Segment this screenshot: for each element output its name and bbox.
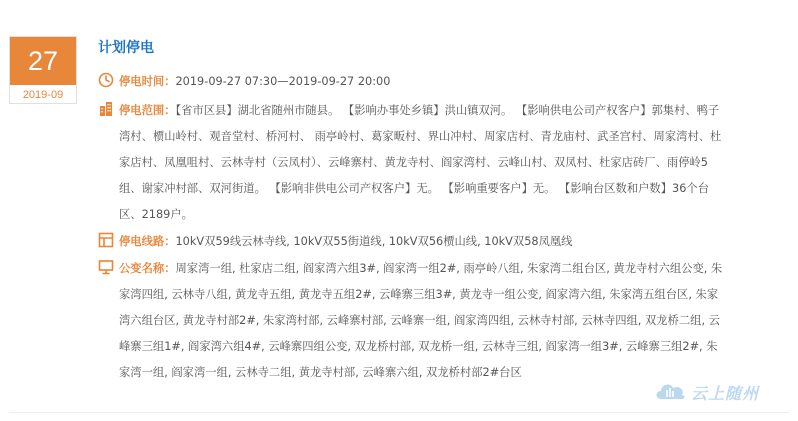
outage-range-label: 停电范围： — [119, 104, 176, 117]
watermark — [653, 375, 773, 405]
outage-lines-row — [98, 229, 726, 255]
divider — [9, 412, 789, 413]
notice-title[interactable]: 计划停电 — [98, 40, 154, 56]
watermark-text: 云上随州 — [691, 384, 760, 403]
outage-range-row — [98, 98, 726, 228]
transformers-label: 公变名称： — [119, 262, 176, 275]
date-day: 27 — [10, 37, 76, 85]
grid-line-icon — [98, 232, 114, 248]
monitor-icon — [98, 259, 114, 275]
clock-icon — [98, 72, 114, 88]
transformers-row — [98, 256, 726, 386]
transformers-value: 周家湾一组, 杜家店二组, 阎家湾六组3#, 阎家湾一组2#, 雨亭岭八组, 朱家湾二组台区, 黄龙寺村六组公变, 朱家湾四组, 云林寺八组, 黄龙寺五组, 黄龙寺五组2#, 云峰寨三组3#, 黄龙寺一组公变, 阎家湾六组, 朱家湾五组台区, 朱家湾六组台区, 黄龙寺村部2#, 朱家湾村部, 云峰寨村部, 云峰寨一组, 阎家湾四组, 云林寺村部, 云林寺四组, 双龙桥二组, 云峰寨三组1#, 阎家湾六组4#, 云峰寨四组公变, 双龙桥村部, 双龙桥一组, 云林寺三组, 阎家湾一组3#, 云峰寨三组2#, 朱家湾一组, 阎家湾一组, 云林寺二组, 黄龙寺村部, 云峰寨六组, 双龙桥村部2#台区 — [119, 262, 723, 379]
outage-time-label: 停电时间： — [119, 75, 176, 88]
date-year-month: 2019-09 — [22, 89, 64, 101]
outage-time-value: 2019-09-27 07:30—2019-09-27 20:00 — [175, 75, 391, 88]
cloud-icon — [653, 377, 689, 403]
building-icon — [98, 101, 114, 117]
date-badge — [9, 36, 77, 104]
outage-lines-label: 停电线路： — [119, 235, 176, 248]
outage-lines-value: 10kV双59线云林寺线, 10kV双55街道线, 10kV双56槚山线, 10kV双58凤凰线 — [175, 235, 573, 248]
outage-range-value: 【省市区县】湖北省随州市随县。 【影响办事处乡镇】洪山镇双河。 【影响供电公司产权客户】郭集村、鸭子湾村、槚山岭村、观音堂村、桥河村、 雨亭岭村、葛家畈村、界山冲村、周家店村、青龙庙村、武圣宫村、周家湾村、杜家店村、凤凰咀村、云林寺村（云凤村）、云峰寨村、黄龙寺村、阎家湾村、云峰山村、双凤村、杜家店砖厂、雨停岭5组、谢家冲村部、双河街道。 【影响非供电公司产权客户】无。 【影响重要客户】无。 【影响台区数和户数】36个台区、2189户。 — [119, 104, 722, 221]
outage-time-row — [98, 69, 726, 95]
